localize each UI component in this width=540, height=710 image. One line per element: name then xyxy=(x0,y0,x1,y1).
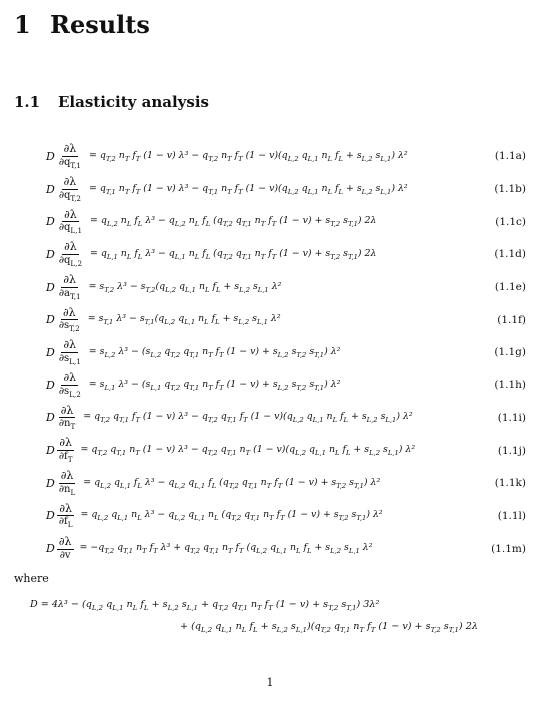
fraction-denominator: $\partial f_T$ xyxy=(58,451,73,465)
equation-rhs: = $q_{L,2}$ $q_{L,1}$ $f_L$ $\lambda^3 - q_{L,2}$ $q_{L,1}$ $f_L$ ($q_{T,2}$ $q_{T,1}$ $n_T$ $f_T$ $(1 - v) + s_{T,2}$ $s_{T,1}$) λ² xyxy=(83,476,381,490)
equation-rhs: = $q_{T,2}$ $n_T$ $f_T$ (1 − v) $\lambda^3 - q_{T,2}$ $n_T$ $f_T$ $(1 - v)(q_{L,2}$ $q_{L,1}$ $n_L$ $f_L + s_{L,2}$ $s_{L,1}$) λ² xyxy=(89,149,408,163)
equation-lhs: D xyxy=(46,345,55,359)
fraction-numerator: ∂λ xyxy=(58,535,72,549)
equation-body xyxy=(46,336,480,369)
equation-lhs: D xyxy=(46,476,55,490)
equation-lhs: D xyxy=(46,149,55,163)
fraction-numerator: ∂λ xyxy=(62,305,76,319)
equation-rhs: = $q_{L,1}$ $n_L$ $f_L$ $\lambda^3 - q_{L,1}$ $n_L$ $f_L$ ($q_{T,2}$ $q_{T,1}$ $n_T$ $f_T$ $(1 - v) + s_{T,2}$ $s_{T,1}$) 2λ xyxy=(90,247,377,261)
equation-lhs: D xyxy=(46,542,55,556)
partial-fraction xyxy=(57,143,83,169)
fraction-denominator: $\partial q_{T,2}$ xyxy=(58,189,81,203)
partial-fraction xyxy=(57,405,77,431)
equation-lhs: D xyxy=(46,509,55,523)
equation-body xyxy=(46,467,480,500)
equation-body xyxy=(46,271,480,304)
equation-body xyxy=(46,500,480,533)
equation-body xyxy=(46,532,480,565)
equation-lhs: D xyxy=(46,378,55,392)
equation-number: (1.1f) xyxy=(497,313,526,326)
fraction-denominator: $\partial s_{L,1}$ xyxy=(58,352,81,366)
equation-body xyxy=(46,434,480,467)
fraction-numerator: ∂λ xyxy=(63,142,77,156)
equation-row xyxy=(0,500,540,533)
equation-number: (1.1l) xyxy=(497,509,526,522)
fraction-denominator: $\partial s_{L,2}$ xyxy=(58,385,81,399)
partial-fraction xyxy=(57,241,84,267)
fraction-numerator: ∂λ xyxy=(63,174,77,188)
fraction-denominator: $\partial f_L$ xyxy=(58,516,73,530)
partial-fraction xyxy=(57,339,83,365)
equation-number: (1.1c) xyxy=(495,215,526,228)
equation-row xyxy=(0,532,540,565)
equation-lhs: D xyxy=(46,313,55,327)
equation-lhs: D xyxy=(46,215,55,229)
equation-row xyxy=(0,140,540,173)
equation-row xyxy=(0,467,540,500)
equation-number: (1.1b) xyxy=(494,183,526,196)
fraction-numerator: ∂λ xyxy=(63,273,77,287)
equation-lhs: D xyxy=(46,444,55,458)
subsection-number: 1.1 xyxy=(14,93,41,111)
d-definition-line-2: + ($q_{L,2}$ $q_{L,1}$ $n_L$ $f_L + s_{L,2}$ $s_{L,1})(q_{T,2}$ $q_{T,1}$ $n_T$ $f_T$ $(1 - v) + s_{T,2}$ $s_{T,1}$) 2λ xyxy=(180,621,478,634)
fraction-denominator: ∂v xyxy=(59,549,71,561)
equation-number: (1.1k) xyxy=(494,477,526,490)
fraction-denominator: $\partial q_{L,1}$ xyxy=(58,222,83,236)
fraction-numerator: ∂λ xyxy=(60,469,74,483)
partial-fraction xyxy=(57,372,83,398)
fraction-denominator: $\partial a_{T,1}$ xyxy=(58,287,81,301)
equation-rhs: = $q_{L,2}$ $q_{L,1}$ $n_L$ $\lambda^3 - q_{L,2}$ $q_{L,1}$ $n_L$ ($q_{T,2}$ $q_{T,1}$ $n_T$ $f_T$ $(1 - v) + s_{T,2}$ $s_{T,1}$) λ² xyxy=(80,509,383,523)
equation-body xyxy=(46,140,480,173)
partial-fraction xyxy=(57,536,74,561)
equation-rhs: = $q_{T,2}$ $q_{T,1}$ $f_T$ (1 − v) $\lambda^3 - q_{T,2}$ $q_{T,1}$ $f_T$ $(1 - v)(q_{L,2}$ $q_{L,1}$ $n_L$ $f_L + s_{L,2}$ $s_{L,1}$) λ² xyxy=(83,411,413,425)
subsection-heading xyxy=(14,93,209,111)
fraction-numerator: ∂λ xyxy=(63,338,77,352)
equation-rhs: = $s_{T,1}$ $\lambda^3 - s_{T,1}(q_{L,2}$ $q_{L,1}$ $n_L$ $f_L + s_{L,2}$ $s_{L,1}$ λ² xyxy=(87,313,281,327)
equation-body xyxy=(46,303,480,336)
equation-body xyxy=(46,173,480,206)
d-definition-line-1: $D = 4\lambda^3 - (q_{L,2}$ $q_{L,1}$ $n_L$ $f_L + s_{L,2}$ $s_{L,1} + q_{T,2}$ $q_{T,1}$ $n_T$ $f_T$ $(1 - v) + s_{T,2}$ $s_{T,1}$) 3λ² xyxy=(30,599,380,612)
partial-fraction xyxy=(57,307,82,333)
equation-row xyxy=(0,271,540,304)
equation-number: (1.1i) xyxy=(497,411,526,424)
section-heading xyxy=(14,10,150,39)
equation-row xyxy=(0,238,540,271)
equation-rhs: = $s_{T,2}$ $\lambda^3 - s_{T,2}(q_{L,2}$ $q_{L,1}$ $n_L$ $f_L + s_{L,2}$ $s_{L,1}$ λ² xyxy=(88,280,282,294)
equation-lhs: D xyxy=(46,411,55,425)
partial-fraction xyxy=(57,274,83,300)
equation-row xyxy=(0,402,540,435)
fraction-numerator: ∂λ xyxy=(60,403,74,417)
partial-fraction xyxy=(57,176,83,202)
equation-body xyxy=(46,369,480,402)
equation-body xyxy=(46,238,480,271)
equation-row xyxy=(0,303,540,336)
equation-row xyxy=(0,336,540,369)
section-number: 1 xyxy=(14,10,31,39)
partial-fraction xyxy=(57,503,75,529)
equation-rhs: = $q_{T,2}$ $q_{T,1}$ $n_T$ (1 − v) $\lambda^3 - q_{T,2}$ $q_{T,1}$ $n_T$ $(1 - v)(q_{L,2}$ $q_{L,1}$ $n_L$ $f_L + s_{L,2}$ $s_{L,1}$) λ² xyxy=(80,444,416,457)
fraction-numerator: ∂λ xyxy=(59,436,72,450)
partial-fraction xyxy=(57,470,77,496)
equation-body xyxy=(46,205,480,238)
fraction-denominator: $\partial q_{L,2}$ xyxy=(58,254,83,268)
partial-fraction xyxy=(57,437,75,463)
fraction-denominator: $\partial s_{T,2}$ xyxy=(58,320,80,334)
equation-row xyxy=(0,369,540,402)
equation-number: (1.1a) xyxy=(494,150,526,163)
equation-number: (1.1d) xyxy=(494,248,526,261)
equation-lhs: D xyxy=(46,182,55,196)
partial-fraction xyxy=(57,209,84,235)
equation-number: (1.1e) xyxy=(494,281,526,294)
subsection-title: Elasticity analysis xyxy=(58,93,209,111)
equation-number: (1.1j) xyxy=(497,444,526,457)
equation-lhs: D xyxy=(46,280,55,294)
equation-lhs: D xyxy=(46,247,55,261)
equation-number: (1.1g) xyxy=(494,346,526,359)
equation-number: (1.1m) xyxy=(491,542,526,555)
fraction-numerator: ∂λ xyxy=(59,501,72,515)
fraction-denominator: $\partial q_{T,1}$ xyxy=(58,156,81,170)
where-text: where xyxy=(14,572,49,585)
fraction-numerator: ∂λ xyxy=(64,240,77,254)
equation-rhs: = $q_{L,2}$ $n_L$ $f_L$ $\lambda^3 - q_{L,2}$ $n_L$ $f_L$ ($q_{T,2}$ $q_{T,1}$ $n_T$ $f_T$ $(1 - v) + s_{T,2}$ $s_{T,1}$) 2λ xyxy=(90,215,377,229)
equation-rhs: = $q_{T,1}$ $n_T$ $f_T$ (1 − v) $\lambda^3 - q_{T,1}$ $n_T$ $f_T$ $(1 - v)(q_{L,2}$ $q_{L,1}$ $n_L$ $f_L + s_{L,2}$ $s_{L,1}$) λ² xyxy=(89,182,408,196)
fraction-denominator: $\partial n_T$ xyxy=(58,418,76,432)
equation-rhs: = $s_{L,1}$ $\lambda^3 - (s_{L,1}$ $q_{T,2}$ $q_{T,1}$ $n_T$ $f_T$ $(1 - v) + s_{L,2}$ $s_{T,2}$ $s_{T,1}$) λ² xyxy=(88,378,341,392)
equation-rhs: = $-q_{T,2}$ $q_{T,1}$ $n_T$ $f_T$ $\lambda^3 + q_{T,2}$ $q_{T,1}$ $n_T$ $f_T$ ($q_{L,2}$ $q_{L,1}$ $n_L$ $f_L + s_{L,2}$ $s_{L,1}$ λ² xyxy=(79,542,373,556)
equation-row xyxy=(0,434,540,467)
equation-rhs: = $s_{L,2}$ $\lambda^3 - (s_{L,2}$ $q_{T,2}$ $q_{T,1}$ $n_T$ $f_T$ $(1 - v) + s_{L,2}$ $s_{T,2}$ $s_{T,1}$) λ² xyxy=(88,346,341,359)
equation-list xyxy=(0,140,540,565)
fraction-numerator: ∂λ xyxy=(64,207,77,221)
equation-row xyxy=(0,173,540,206)
equation-body xyxy=(46,402,480,435)
fraction-denominator: $\partial n_L$ xyxy=(58,483,76,497)
section-title: Results xyxy=(50,10,150,39)
equation-row xyxy=(0,205,540,238)
page-number: 1 xyxy=(266,676,274,689)
equation-number: (1.1h) xyxy=(494,379,526,392)
fraction-numerator: ∂λ xyxy=(63,371,77,385)
